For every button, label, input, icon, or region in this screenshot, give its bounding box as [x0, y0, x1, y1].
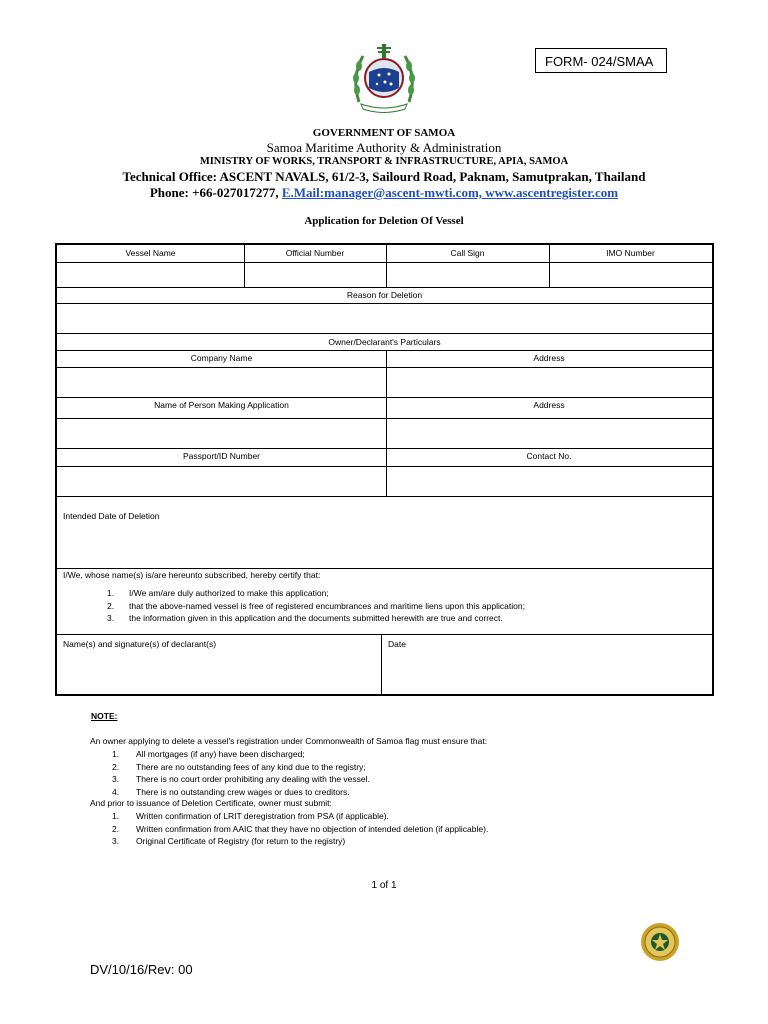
- imo-number-field[interactable]: [550, 264, 711, 286]
- samoa-coat-of-arms-logo: [349, 42, 419, 114]
- header-contact: [0, 185, 768, 201]
- passport-id-label: Passport/ID Number: [183, 451, 260, 461]
- certify-list: [107, 587, 525, 625]
- contact-no-label: Contact No.: [526, 451, 572, 461]
- header-call-sign: Call Sign: [450, 248, 485, 258]
- page-number: 1 of 1: [371, 880, 397, 891]
- header-authority: Samoa Maritime Authority & Administration: [266, 140, 502, 155]
- company-name-field[interactable]: [58, 369, 385, 396]
- signature-field[interactable]: [58, 652, 380, 694]
- intended-date-field[interactable]: [58, 525, 711, 567]
- list-item: 4. There is no outstanding crew wages or dues to creditors.: [112, 786, 350, 797]
- header-imo-number: IMO Number: [606, 248, 655, 258]
- address-label-2: Address: [533, 400, 565, 410]
- list-item: 1. I/We am/are duly authorized to make this application;: [107, 588, 329, 598]
- document-revision: DV/10/16/Rev: 00: [90, 962, 193, 977]
- owner-particulars-label: Owner/Declarant's Particulars: [328, 337, 441, 347]
- reason-for-deletion-field[interactable]: [58, 305, 711, 332]
- passport-id-field[interactable]: [58, 468, 385, 495]
- note-intro: An owner applying to delete a vessel's registration under Commonwealth of Samoa flag must ensure that:: [90, 736, 488, 746]
- person-name-field[interactable]: [58, 420, 385, 447]
- date-field[interactable]: [383, 652, 711, 694]
- list-item: 3. Original Certificate of Registry (for return to the registry): [112, 836, 346, 846]
- company-name-label: Company Name: [190, 353, 253, 363]
- header-official-number: Official Number: [285, 248, 345, 258]
- contact-no-field[interactable]: [387, 468, 711, 495]
- list-item: 1. All mortgages (if any) have been discharged;: [112, 749, 305, 759]
- list-item: 2. that the above-named vessel is free of registered encumbrances and maritime liens upon this application;: [107, 600, 525, 611]
- person-address-field[interactable]: [387, 420, 711, 447]
- official-number-field[interactable]: [245, 264, 385, 286]
- header-government: GOVERNMENT OF SAMOA: [312, 127, 456, 139]
- date-label: Date: [388, 639, 406, 649]
- address-label-1: Address: [533, 353, 565, 363]
- note-list-2: [112, 810, 488, 848]
- form-title: Application for Deletion Of Vessel: [304, 215, 464, 227]
- list-item: 2. There are no outstanding fees of any kind due to the registry;: [112, 761, 366, 772]
- reason-for-deletion-label: Reason for Deletion: [346, 290, 423, 300]
- vessel-name-field[interactable]: [58, 264, 243, 286]
- note-list: [112, 748, 370, 798]
- application-table: [55, 243, 714, 696]
- list-item: 3. There is no court order prohibiting any dealing with the vessel.: [112, 774, 370, 784]
- call-sign-field[interactable]: [387, 264, 548, 286]
- intended-date-label: Intended Date of Deletion: [63, 511, 160, 521]
- email-web-links[interactable]: E.Mail:manager@ascent-mwti.com, www.ascentregister.com: [281, 185, 619, 200]
- header-ministry: MINISTRY OF WORKS, TRANSPORT & INFRASTRUCTURE, APIA, SAMOA: [199, 156, 569, 167]
- list-item: 3. the information given in this application and the documents submitted herewith are true and correct.: [107, 613, 503, 623]
- note-title: NOTE:: [91, 711, 118, 721]
- form-code-box: FORM- 024/SMAA: [535, 48, 667, 73]
- list-item: 1. Written confirmation of LRIT deregistration from PSA (if applicable).: [112, 811, 389, 821]
- header-technical-office: Technical Office: ASCENT NAVALS, 61/2-3, Sailourd Road, Paknam, Samutprakan, Thailand: [122, 169, 646, 184]
- certify-intro: I/We, whose name(s) is/are hereunto subscribed, hereby certify that:: [63, 570, 321, 580]
- signature-label: Name(s) and signature(s) of declarant(s): [63, 639, 217, 649]
- authority-seal-logo: [640, 922, 680, 962]
- phone-text: Phone: +66-027017277,: [149, 185, 282, 200]
- company-address-field[interactable]: [387, 369, 711, 396]
- list-item: 2. Written confirmation from AAIC that they have no objection of intended deletion (if applicable).: [112, 823, 489, 834]
- note-intro-2: And prior to issuance of Deletion Certificate, owner must submit:: [90, 798, 332, 808]
- person-name-label: Name of Person Making Application: [154, 400, 289, 410]
- header-vessel-name: Vessel Name: [125, 248, 176, 258]
